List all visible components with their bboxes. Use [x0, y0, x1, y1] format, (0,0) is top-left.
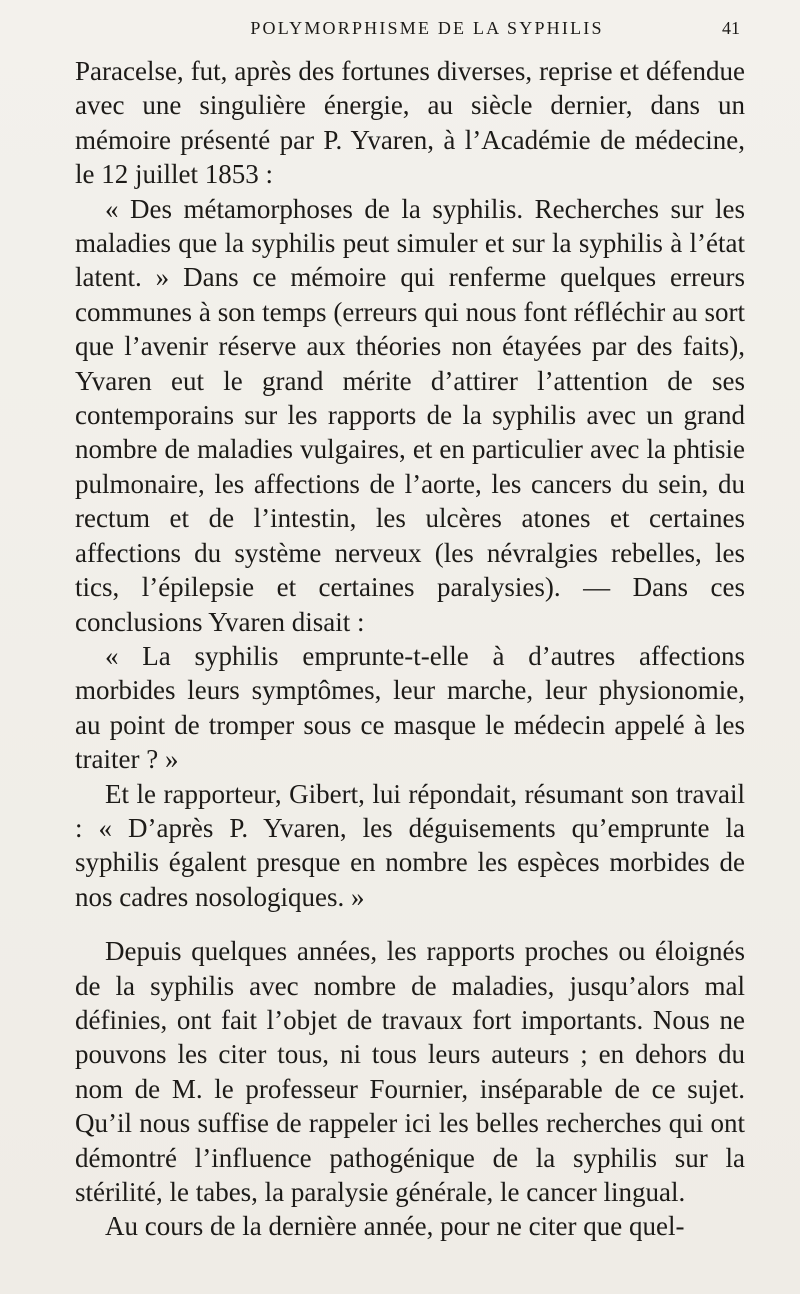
- paragraph: Paracelse, fut, après des fortunes diverses, reprise et défendue avec une singulière énergie, au siècle dernier, dans un mémoire présenté par P. Yvaren, à l’Académie de médecine, le 12 juillet 1853 :: [75, 56, 745, 190]
- page-number: 41: [722, 18, 740, 38]
- paragraph: Depuis quelques années, les rapports proches ou éloignés de la syphilis avec nombre de maladies, jusqu’alors mal définies, ont fait l’objet de travaux fort importants. Nous ne pouvons les citer tous, ni tous leurs auteurs ; en dehors du nom de M. le professeur Fournier, inséparable de ce sujet. Qu’il nous suffise de rappeler ici les belles recherches qui ont démontré l’influence pathogénique de la syphilis sur la stérilité, le tabes, la paralysie générale, le cancer lingual.: [75, 936, 745, 1207]
- running-title: POLYMORPHISME DE LA SYPHILIS: [250, 18, 604, 38]
- paragraph: Et le rapporteur, Gibert, lui répondait, résumant son travail : « D’après P. Yvaren, les déguisements qu’emprunte la syphilis égalent presque en nombre les espèces morbides de nos cadres nosologiques. »: [75, 778, 745, 912]
- paragraph: Au cours de la dernière année, pour ne citer que quel-: [105, 1211, 685, 1242]
- paragraph: « La syphilis emprunte-t-elle à d’autres affections morbides leurs symptômes, leur marche, leur physionomie, au point de tromper sous ce masque le médecin appelé à les traiter ? »: [75, 640, 745, 775]
- page-header: [120, 18, 740, 44]
- paragraph: « Des métamorphoses de la syphilis. Recherches sur les maladies que la syphilis peut simuler et sur la syphilis à l’état latent. » Dans ce mémoire qui renferme quelques erreurs communes à son temps (erreurs qui nous font réfléchir au sort que l’avenir réserve aux théories non étayées par des faits), Yvaren eut le grand mérite d’attirer l’attention de ses contemporains sur les rapports de la syphilis avec un grand nombre de maladies vulgaires, et en particulier avec la phtisie pulmonaire, les affections de l’aorte, les cancers du sein, du rectum et de l’intestin, les ulcères atones et certaines affections du système nerveux (les névralgies rebelles, les tics, l’épilepsie et certaines paralysies). — Dans ces conclusions Yvaren disait :: [75, 193, 745, 637]
- body-text: [75, 54, 745, 1244]
